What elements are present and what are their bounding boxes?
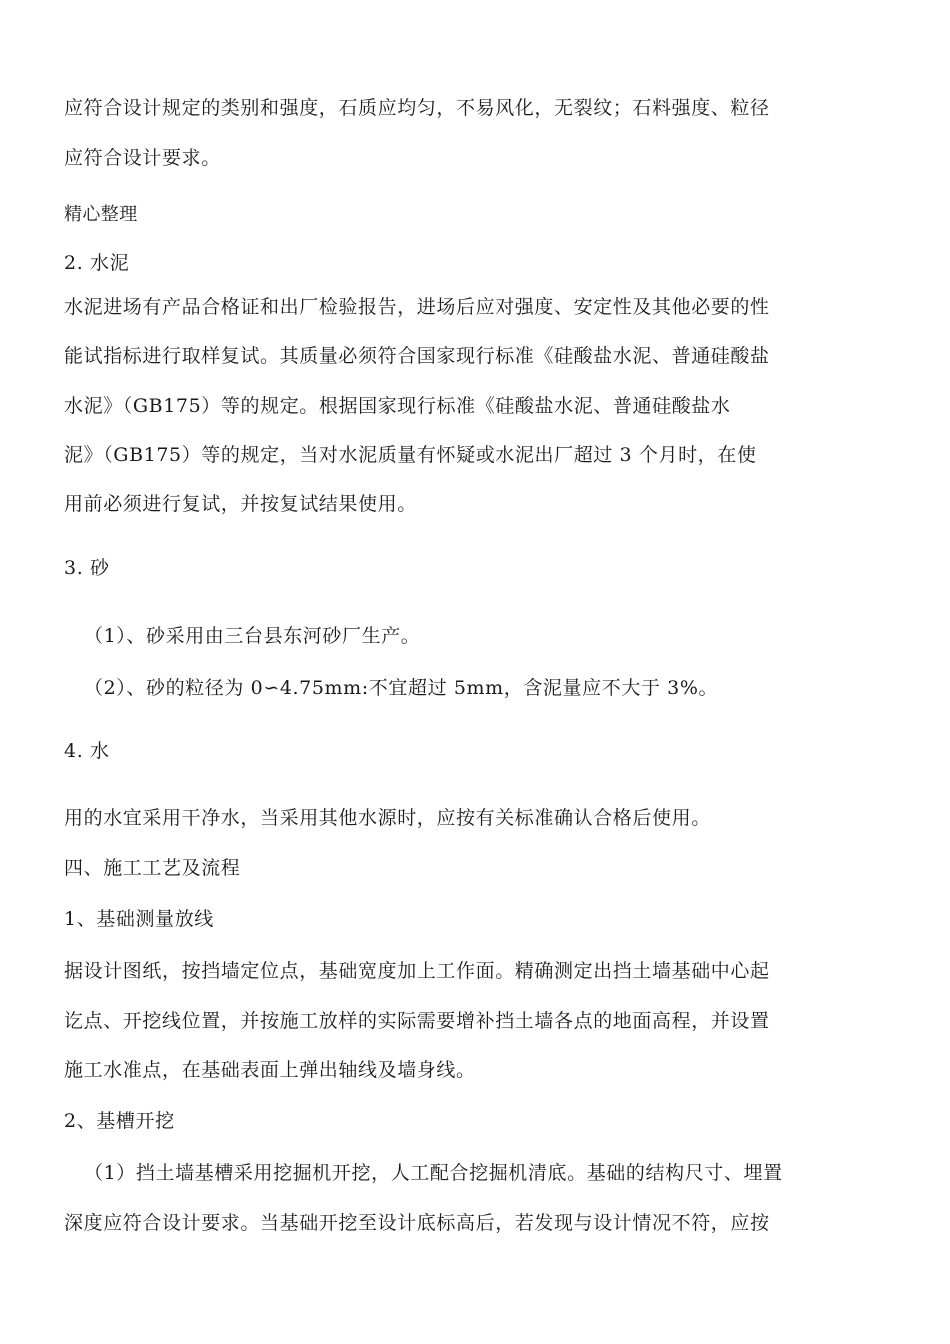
- list-item: （1）、砂采用由三台县东河砂厂生产。: [84, 625, 421, 647]
- paragraph-line: 用前必须进行复试，并按复试结果使用。: [64, 493, 417, 515]
- paragraph-line: 据设计图纸，按挡墙定位点，基础宽度加上工作面。精确测定出挡土墙基础中心起: [64, 960, 770, 982]
- paragraph-line: 应符合设计要求。: [64, 147, 221, 169]
- heading-survey: 1、基础测量放线: [64, 908, 214, 930]
- heading-cement: 2. 水泥: [64, 252, 130, 274]
- paragraph-line: （1）挡土墙基槽采用挖掘机开挖，人工配合挖掘机清底。基础的结构尺寸、埋置: [84, 1162, 783, 1184]
- paragraph-line: 泥》（GB175）等的规定，当对水泥质量有怀疑或水泥出厂超过 3 个月时，在使: [64, 444, 757, 466]
- paragraph-line: 水泥》（GB175）等的规定。根据国家现行标准《硅酸盐水泥、普通硅酸盐水: [64, 395, 731, 417]
- paragraph-line: 应符合设计规定的类别和强度，石质应均匀，不易风化，无裂纹；石料强度、粒径: [64, 97, 770, 119]
- paragraph-line: 施工水准点，在基础表面上弹出轴线及墙身线。: [64, 1059, 476, 1081]
- paragraph-line: 深度应符合设计要求。当基础开挖至设计底标高后，若发现与设计情况不符，应按: [64, 1212, 770, 1234]
- heading-water: 4. 水: [64, 740, 110, 762]
- paragraph-line: 讫点、开挖线位置，并按施工放样的实际需要增补挡土墙各点的地面高程，并设置: [64, 1010, 770, 1032]
- section-label: 精心整理: [64, 204, 138, 225]
- paragraph-line: 能试指标进行取样复试。其质量必须符合国家现行标准《硅酸盐水泥、普通硅酸盐: [64, 345, 770, 367]
- heading-trench: 2、基槽开挖: [64, 1110, 175, 1132]
- paragraph-line: 水泥进场有产品合格证和出厂检验报告，进场后应对强度、安定性及其他必要的性: [64, 296, 770, 318]
- heading-process: 四、施工工艺及流程: [64, 857, 241, 879]
- heading-sand: 3. 砂: [64, 557, 110, 579]
- paragraph-line: 用的水宜采用干净水，当采用其他水源时，应按有关标准确认合格后使用。: [64, 807, 711, 829]
- list-item: （2）、砂的粒径为 0∽4.75mm:不宜超过 5mm，含泥量应不大于 3%。: [84, 677, 719, 699]
